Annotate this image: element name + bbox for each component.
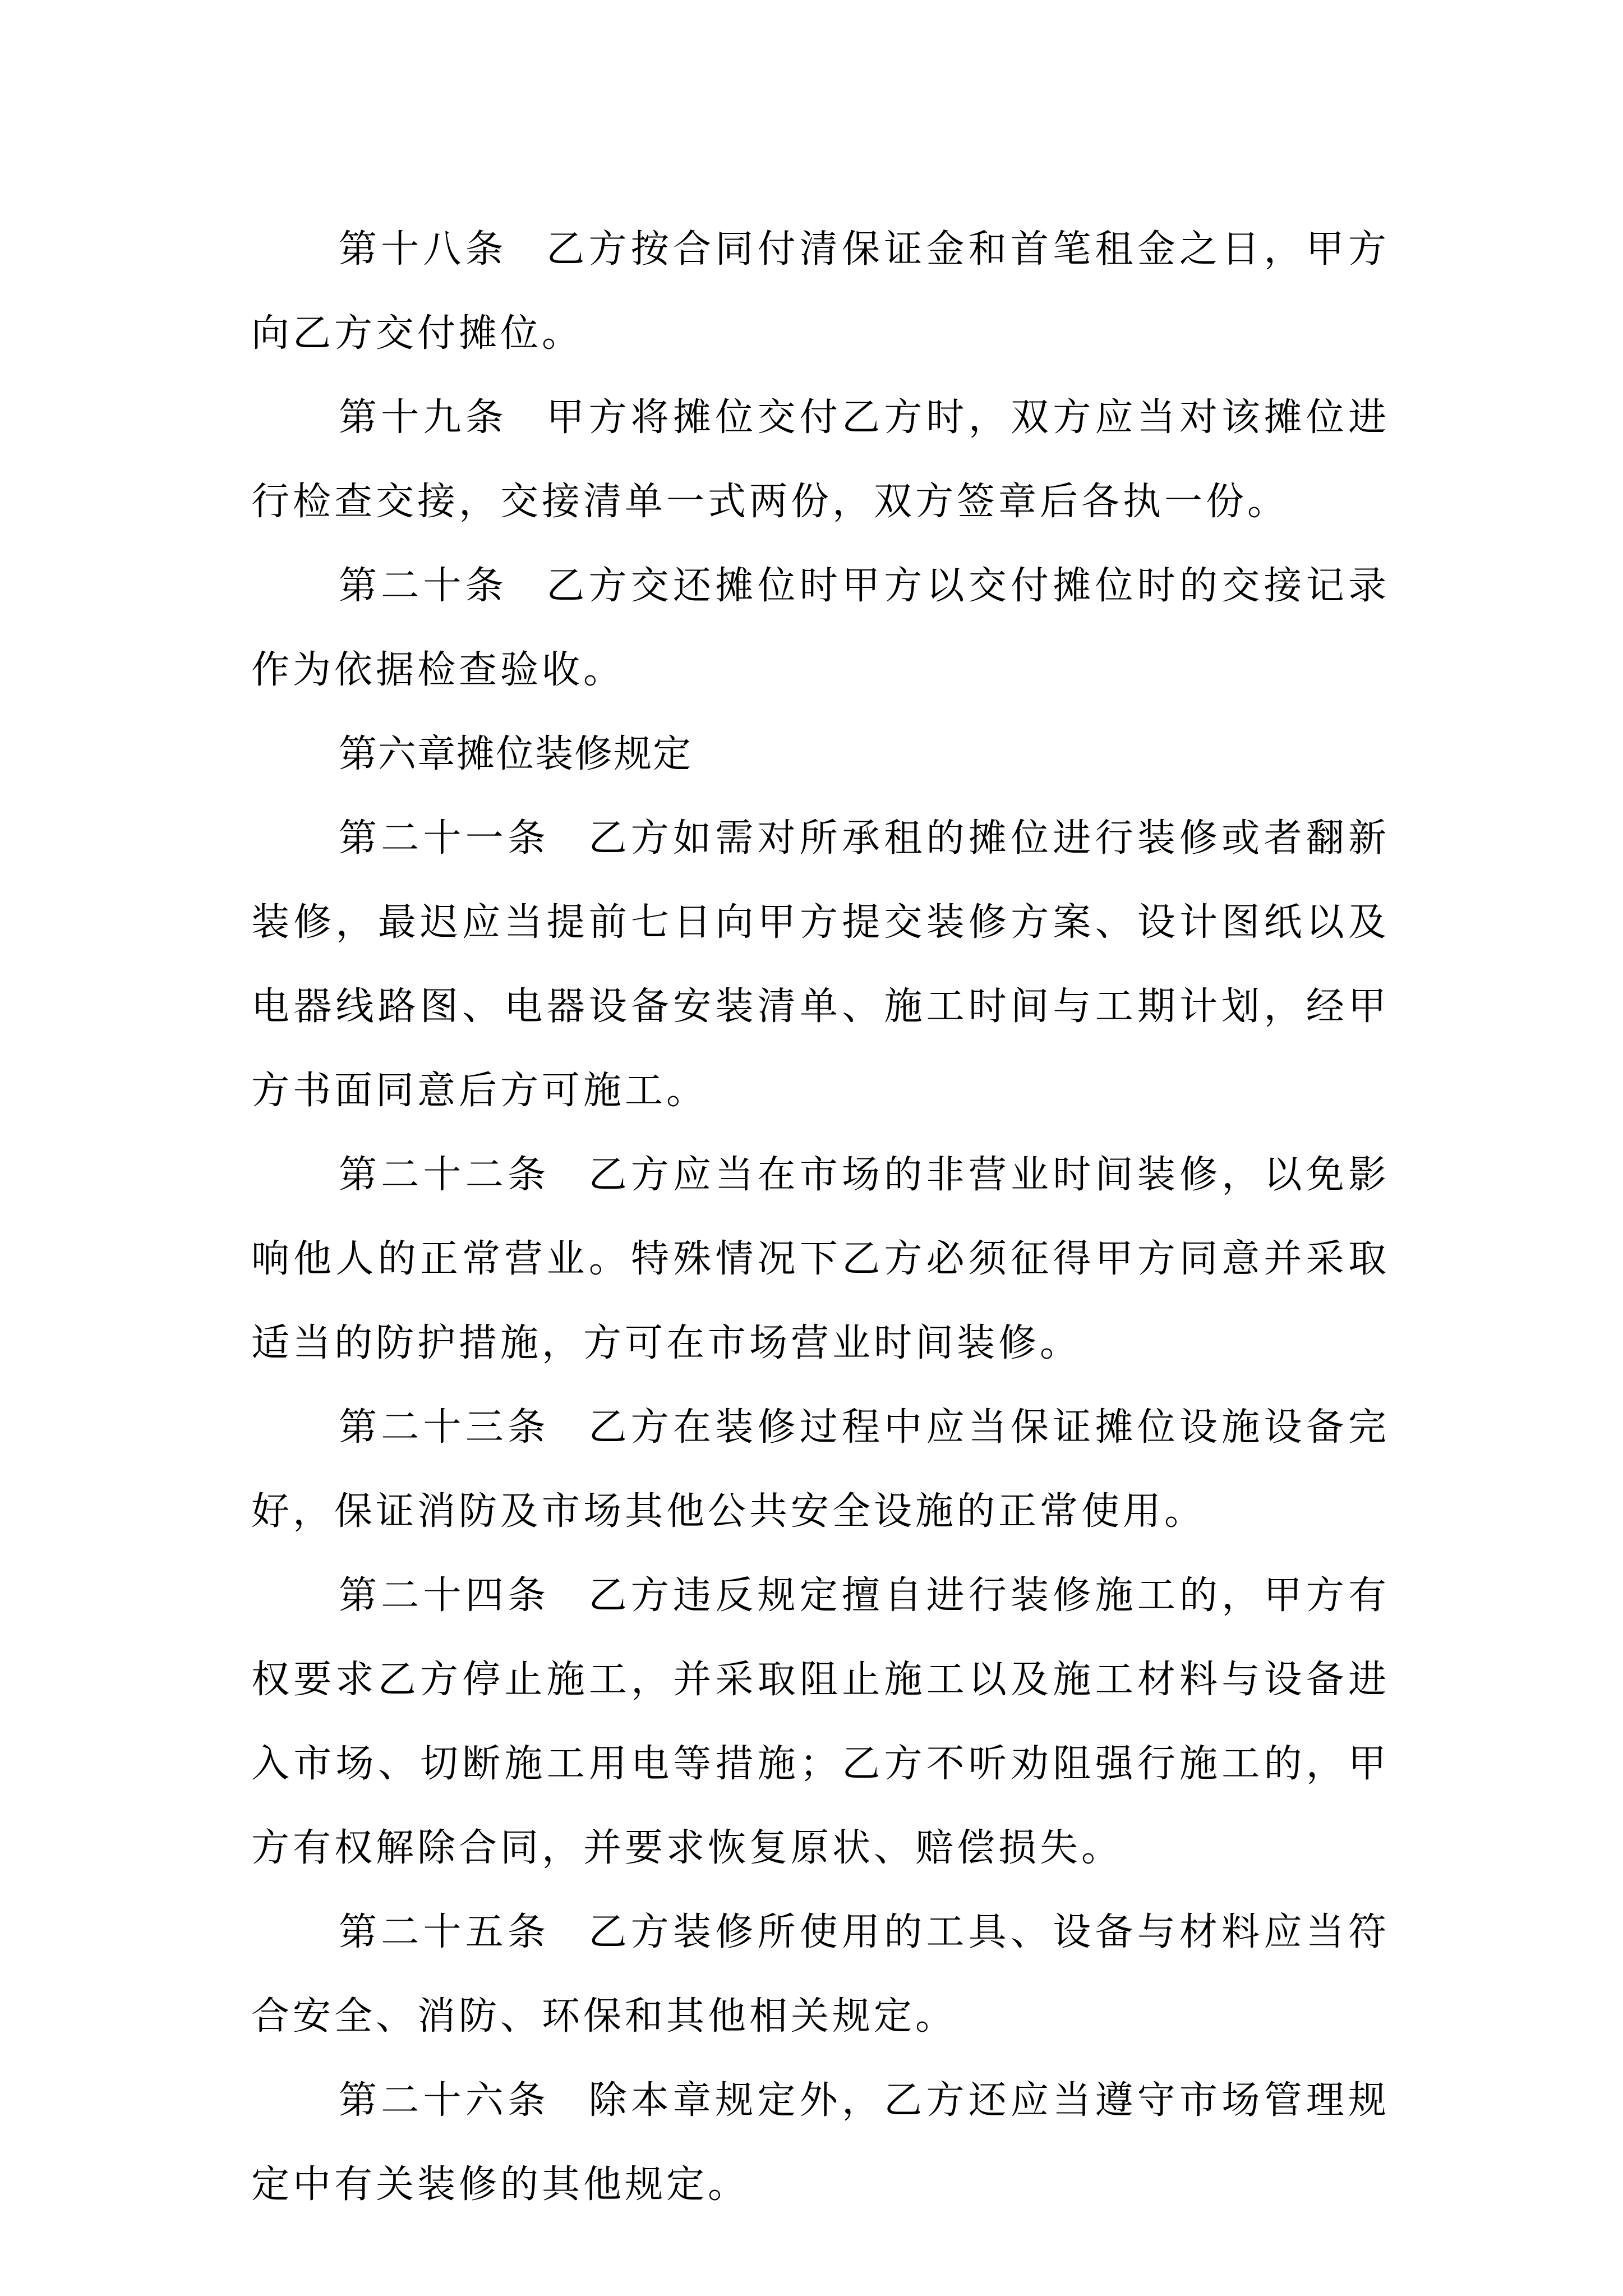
article-label: 第十八条 — [339, 227, 508, 272]
article-label: 第二十条 — [339, 564, 508, 608]
article-label: 第二十五条 — [339, 1910, 550, 1954]
article-text: 乙方违反规定擅自进行装修施工的，甲方有权要求乙方停止施工，并采取阻止施工以及施工材料与设备进入市场、切断施工用电等措施；乙方不听劝阻强行施工的，甲方有权解除合同，并要求恢复原状、赔偿损失。 — [251, 1573, 1390, 1870]
article-26 — [251, 2059, 1390, 2227]
article-19 — [251, 376, 1390, 544]
article-label: 第二十六条 — [339, 2078, 550, 2123]
article-text: 乙方按合同付清保证金和首笔租金之日，甲方向乙方交付摊位。 — [251, 227, 1390, 356]
article-text: 甲方将摊位交付乙方时，双方应当对该摊位进行检查交接，交接清单一式两份，双方签章后各执一份。 — [251, 395, 1390, 524]
document-body — [251, 208, 1390, 2227]
article-label: 第二十一条 — [339, 816, 550, 861]
article-text: 乙方如需对所承租的摊位进行装修或者翻新装修，最迟应当提前七日向甲方提交装修方案、设计图纸以及电器线路图、电器设备安装清单、施工时间与工期计划，经甲方书面同意后方可施工。 — [251, 816, 1390, 1113]
article-label: 第二十二条 — [339, 1153, 550, 1197]
article-18 — [251, 208, 1390, 376]
article-text: 乙方交还摊位时甲方以交付摊位时的交接记录作为依据检查验收。 — [251, 564, 1390, 692]
article-25 — [251, 1890, 1390, 2059]
article-text: 除本章规定外，乙方还应当遵守市场管理规定中有关装修的其他规定。 — [251, 2078, 1390, 2207]
article-20 — [251, 544, 1390, 712]
article-text: 乙方在装修过程中应当保证摊位设施设备完好，保证消防及市场其他公共安全设施的正常使用。 — [251, 1405, 1390, 1534]
chapter-heading: 第六章摊位装修规定 — [339, 732, 693, 776]
article-text: 乙方装修所使用的工具、设备与材料应当符合安全、消防、环保和其他相关规定。 — [251, 1910, 1390, 2039]
article-21 — [251, 797, 1390, 1133]
article-text: 乙方应当在市场的非营业时间装修，以免影响他人的正常营业。特殊情况下乙方必须征得甲方同意并采取适当的防护措施，方可在市场营业时间装修。 — [251, 1153, 1390, 1365]
article-label: 第二十三条 — [339, 1405, 550, 1450]
article-24 — [251, 1554, 1390, 1890]
article-label: 第二十四条 — [339, 1573, 550, 1618]
article-23 — [251, 1386, 1390, 1554]
article-22 — [251, 1133, 1390, 1386]
article-label: 第十九条 — [339, 395, 508, 440]
